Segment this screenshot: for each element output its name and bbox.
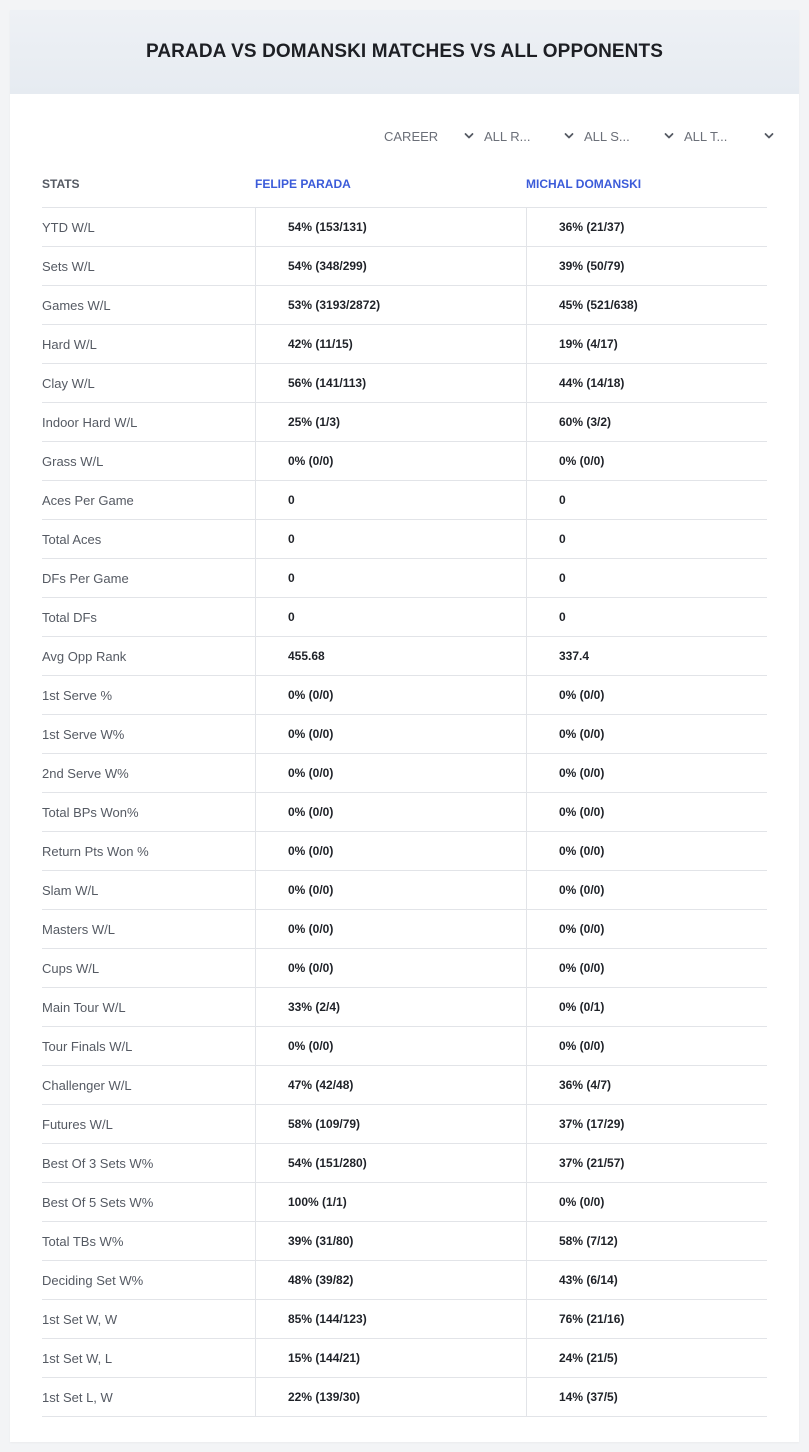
stat-label: Total TBs W%	[42, 1233, 124, 1249]
player2-link[interactable]: MICHAL DOMANSKI	[526, 176, 642, 191]
chevron-down-icon	[564, 131, 574, 141]
player1-stat-value: 0% (0/0)	[255, 1027, 526, 1065]
player1-stat-value: 0	[255, 520, 526, 558]
player1-stat-value: 42% (11/15)	[255, 325, 526, 363]
player2-stat-value: 37% (17/29)	[526, 1105, 767, 1143]
player2-stat-value: 0% (0/0)	[526, 754, 767, 792]
chevron-down-icon	[464, 131, 474, 141]
stat-label: Tour Finals W/L	[42, 1038, 133, 1054]
player2-stat-value: 58% (7/12)	[526, 1222, 767, 1260]
stats-card	[10, 10, 799, 1442]
player1-stat-value: 53% (3193/2872)	[255, 286, 526, 324]
filter-surface-label: ALL S...	[584, 128, 630, 144]
table-row	[42, 325, 767, 364]
player2-stat-value: 0% (0/0)	[526, 793, 767, 831]
table-row	[42, 910, 767, 949]
player2-stat-value: 0% (0/1)	[526, 988, 767, 1026]
player2-stat-value: 45% (521/638)	[526, 286, 767, 324]
table-row	[42, 208, 767, 247]
player2-stat-value: 43% (6/14)	[526, 1261, 767, 1299]
table-row	[42, 1222, 767, 1261]
table-row	[42, 715, 767, 754]
player2-stat-value: 0% (0/0)	[526, 832, 767, 870]
player1-stat-value: 0	[255, 481, 526, 519]
player1-stat-value: 0% (0/0)	[255, 949, 526, 987]
player1-stat-value: 33% (2/4)	[255, 988, 526, 1026]
table-row	[42, 520, 767, 559]
table-row	[42, 1105, 767, 1144]
player1-stat-value: 15% (144/21)	[255, 1339, 526, 1377]
stat-label: Aces Per Game	[42, 492, 134, 508]
player1-stat-value: 0% (0/0)	[255, 442, 526, 480]
stats-table	[42, 160, 767, 1417]
player1-stat-value: 100% (1/1)	[255, 1183, 526, 1221]
player2-stat-value: 36% (21/37)	[526, 208, 767, 246]
filter-tournament-select[interactable]	[684, 124, 784, 148]
player1-stat-value: 0% (0/0)	[255, 715, 526, 753]
stat-label: 2nd Serve W%	[42, 765, 129, 781]
filter-round-select[interactable]	[484, 124, 584, 148]
table-row	[42, 1261, 767, 1300]
player2-stat-value: 0% (0/0)	[526, 715, 767, 753]
player1-stat-value: 25% (1/3)	[255, 403, 526, 441]
table-row	[42, 988, 767, 1027]
player2-stat-value: 0% (0/0)	[526, 676, 767, 714]
stat-label: 1st Serve W%	[42, 726, 125, 742]
player1-stat-value: 22% (139/30)	[255, 1378, 526, 1416]
player2-stat-value: 0	[526, 520, 767, 558]
player1-stat-value: 85% (144/123)	[255, 1300, 526, 1338]
player1-stat-value: 0% (0/0)	[255, 871, 526, 909]
filter-bar	[384, 124, 784, 148]
table-row	[42, 598, 767, 637]
player2-stat-value: 0% (0/0)	[526, 949, 767, 987]
stat-label: Avg Opp Rank	[42, 648, 127, 664]
table-row	[42, 1183, 767, 1222]
player2-stat-value: 0% (0/0)	[526, 1027, 767, 1065]
player2-stat-value: 76% (21/16)	[526, 1300, 767, 1338]
player1-stat-value: 54% (348/299)	[255, 247, 526, 285]
table-row	[42, 442, 767, 481]
player1-stat-value: 0% (0/0)	[255, 793, 526, 831]
stat-label: Games W/L	[42, 297, 111, 313]
player1-stat-value: 0% (0/0)	[255, 910, 526, 948]
filter-period-label: CAREER	[384, 128, 439, 144]
player1-link[interactable]: FELIPE PARADA	[255, 176, 351, 191]
player2-stat-value: 0% (0/0)	[526, 442, 767, 480]
table-row	[42, 1300, 767, 1339]
filter-tournament-label: ALL T...	[684, 128, 728, 144]
stat-label: YTD W/L	[42, 219, 95, 235]
filter-surface-select[interactable]	[584, 124, 684, 148]
player2-stat-value: 36% (4/7)	[526, 1066, 767, 1104]
table-row	[42, 559, 767, 598]
player1-stat-value: 58% (109/79)	[255, 1105, 526, 1143]
player1-stat-value: 0	[255, 559, 526, 597]
stat-label: Best Of 3 Sets W%	[42, 1155, 154, 1171]
chevron-down-icon	[664, 131, 674, 141]
stat-label: Indoor Hard W/L	[42, 414, 138, 430]
stat-label: Return Pts Won %	[42, 843, 149, 859]
stat-label: Total Aces	[42, 531, 102, 547]
stat-label: Cups W/L	[42, 960, 100, 976]
stat-label: Clay W/L	[42, 375, 95, 391]
table-row	[42, 364, 767, 403]
player2-stat-value: 19% (4/17)	[526, 325, 767, 363]
player1-stat-value: 0% (0/0)	[255, 832, 526, 870]
player2-stat-value: 24% (21/5)	[526, 1339, 767, 1377]
chevron-down-icon	[764, 131, 774, 141]
table-row	[42, 403, 767, 442]
player1-stat-value: 0% (0/0)	[255, 754, 526, 792]
table-row	[42, 871, 767, 910]
stat-label: Deciding Set W%	[42, 1272, 144, 1288]
player2-stat-value: 337.4	[526, 637, 767, 675]
table-row	[42, 1339, 767, 1378]
table-row	[42, 832, 767, 871]
player1-stat-value: 54% (153/131)	[255, 208, 526, 246]
player2-stat-value: 0	[526, 481, 767, 519]
player2-stat-value: 0% (0/0)	[526, 1183, 767, 1221]
player2-stat-value: 0	[526, 559, 767, 597]
player2-stat-value: 39% (50/79)	[526, 247, 767, 285]
player1-stat-value: 0% (0/0)	[255, 676, 526, 714]
table-row	[42, 637, 767, 676]
stat-label: Challenger W/L	[42, 1077, 132, 1093]
stat-label: Futures W/L	[42, 1116, 113, 1132]
table-row	[42, 286, 767, 325]
player2-stat-value: 60% (3/2)	[526, 403, 767, 441]
stat-label: DFs Per Game	[42, 570, 129, 586]
player1-stat-value: 455.68	[255, 637, 526, 675]
stat-label: Masters W/L	[42, 921, 115, 937]
table-body	[42, 208, 767, 1417]
player1-stat-value: 54% (151/280)	[255, 1144, 526, 1182]
filter-round-label: ALL R...	[484, 128, 531, 144]
stat-label: Main Tour W/L	[42, 999, 126, 1015]
player2-stat-value: 37% (21/57)	[526, 1144, 767, 1182]
filter-period-select[interactable]	[384, 124, 484, 148]
table-row	[42, 676, 767, 715]
stat-label: 1st Set W, L	[42, 1350, 113, 1366]
stat-label: Best Of 5 Sets W%	[42, 1194, 154, 1210]
player2-stat-value: 44% (14/18)	[526, 364, 767, 402]
player2-stat-value: 0% (0/0)	[526, 910, 767, 948]
stat-label: Total DFs	[42, 609, 97, 625]
stat-label: Slam W/L	[42, 882, 99, 898]
table-row	[42, 949, 767, 988]
player1-stat-value: 47% (42/48)	[255, 1066, 526, 1104]
table-header	[42, 160, 767, 208]
player1-stat-value: 39% (31/80)	[255, 1222, 526, 1260]
table-row	[42, 754, 767, 793]
stat-label: 1st Set W, W	[42, 1311, 118, 1327]
page-title: PARADA VS DOMANSKI MATCHES VS ALL OPPONENTS	[146, 41, 663, 62]
table-row	[42, 1066, 767, 1105]
stat-label: 1st Serve %	[42, 687, 113, 703]
player2-stat-value: 14% (37/5)	[526, 1378, 767, 1416]
stat-label: 1st Set L, W	[42, 1389, 113, 1405]
table-row	[42, 247, 767, 286]
player1-stat-value: 0	[255, 598, 526, 636]
table-row	[42, 1027, 767, 1066]
stat-label: Sets W/L	[42, 258, 95, 274]
table-row	[42, 481, 767, 520]
card-header	[10, 10, 799, 94]
player2-stat-value: 0	[526, 598, 767, 636]
table-row	[42, 1144, 767, 1183]
stat-label: Total BPs Won%	[42, 804, 139, 820]
player1-stat-value: 48% (39/82)	[255, 1261, 526, 1299]
table-row	[42, 1378, 767, 1417]
stat-label: Grass W/L	[42, 453, 104, 469]
table-row	[42, 793, 767, 832]
stat-label: Hard W/L	[42, 336, 97, 352]
stats-column-header: STATS	[42, 176, 80, 191]
player1-stat-value: 56% (141/113)	[255, 364, 526, 402]
player2-stat-value: 0% (0/0)	[526, 871, 767, 909]
